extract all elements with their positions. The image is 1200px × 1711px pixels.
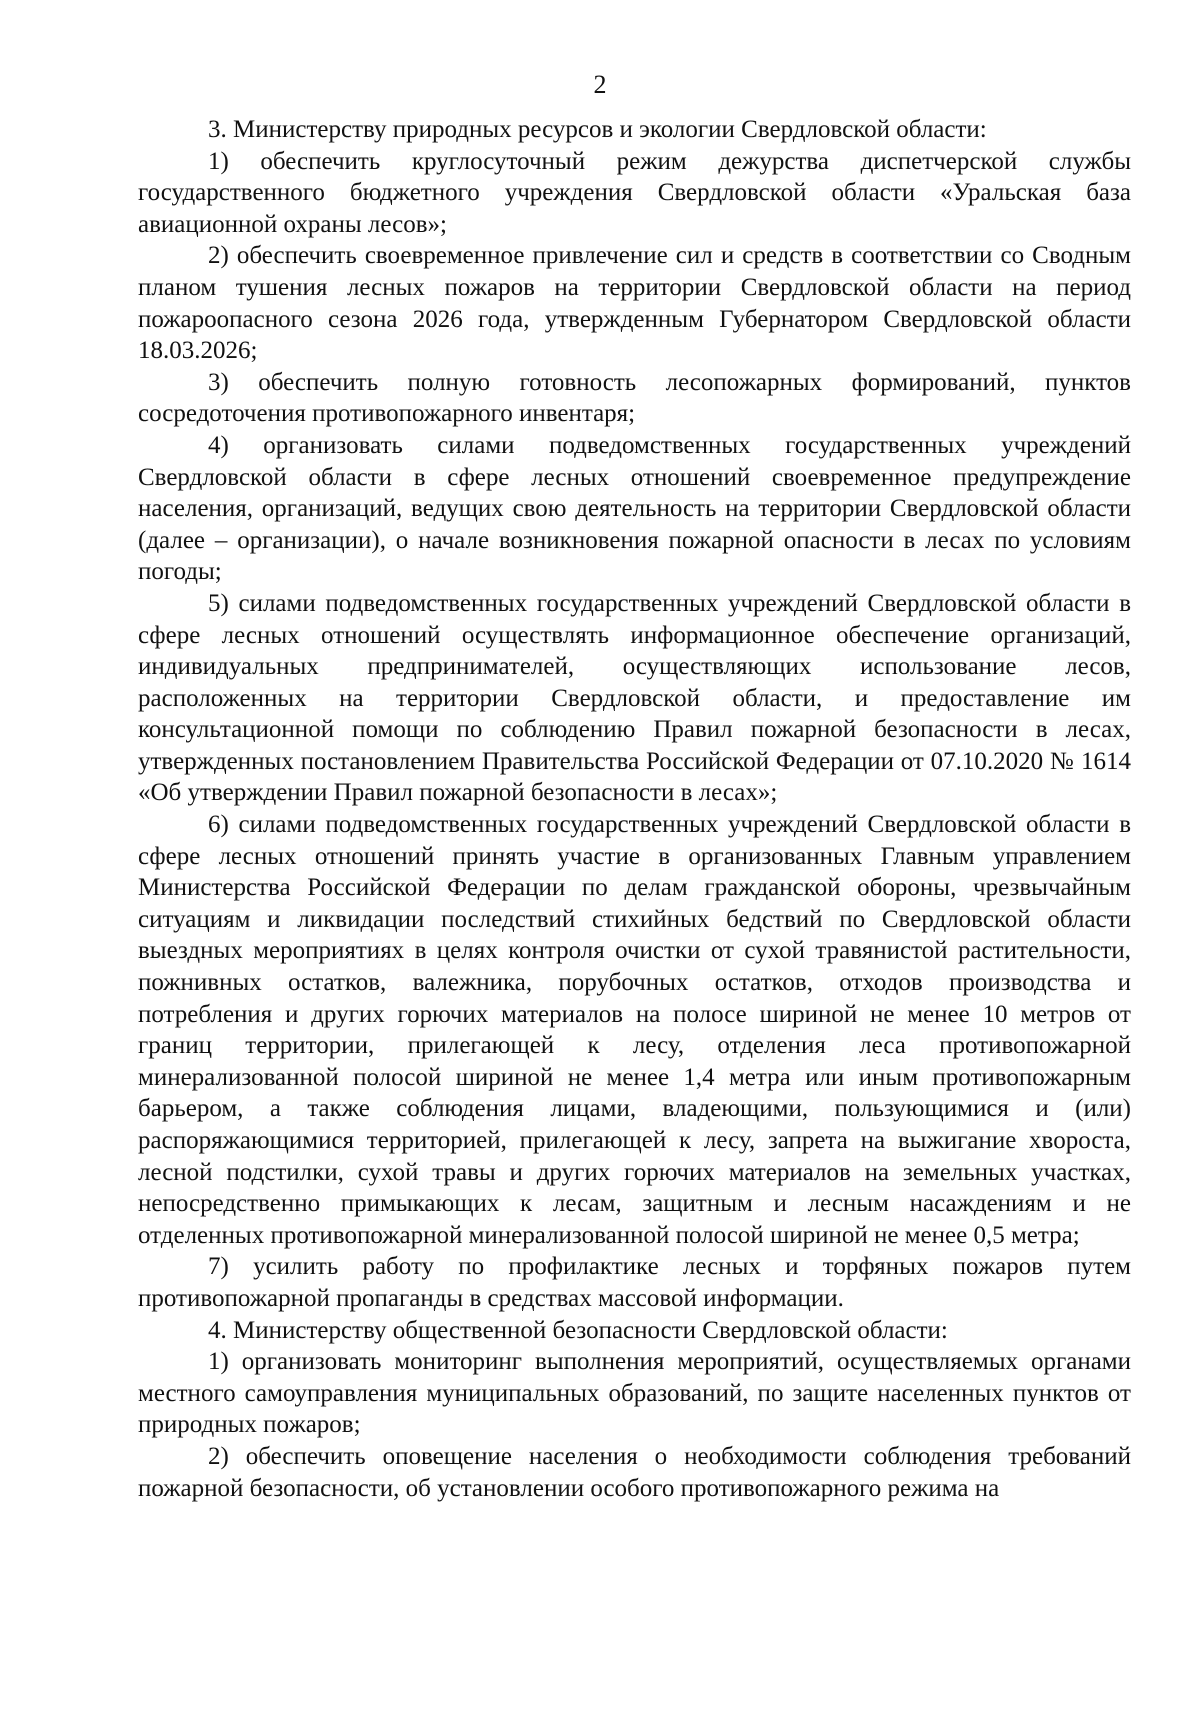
paragraph-item-4-2: 2) обеспечить оповещение населения о необходимости соблюдения требований пожарной безопасности, об установлении особого противопожарного режима на	[138, 1442, 1131, 1502]
paragraph-item-3-2: 2) обеспечить своевременное привлечение сил и средств в соответствии со Сводным планом тушения лесных пожаров на территории Свердловской области на период пожароопасного сезона 2026 года, утвержденным Губернатором Свердловской области 18.03.2026;	[138, 242, 1131, 365]
document-body	[138, 114, 1131, 1504]
paragraph-section-3: 3. Министерству природных ресурсов и экологии Свердловской области:	[208, 116, 987, 143]
paragraph-item-3-6: 6) силами подведомственных государственных учреждений Свердловской области в сфере лесных отношений принять участие в организованных Главным управлением Министерства Российской Федерации по делам гражданской обороны, чрезвычайным ситуациям и ликвидации последствий стихийных бедствий по Свердловской области выездных мероприятиях в целях контроля очистки от сухой травянистой растительности, пожнивных остатков, валежника, порубочных остатков, отходов производства и потребления и других горючих материалов на полосе шириной не менее 10 метров от границ территории, прилегающей к лесу, отделения леса противопожарной минерализованной полосой шириной не менее 1,4 метра или иным противопожарным барьером, а также соблюдения лицами, владеющими, пользующимися и (или) распоряжающимися территорией, прилегающей к лесу, запрета на выжигание хвороста, лесной подстилки, сухой травы и других горючих материалов на земельных участках, непосредственно примыкающих к лесам, защитным и лесным насаждениям и не отделенных противопожарной минерализованной полосой шириной не менее 0,5 метра;	[138, 811, 1131, 1249]
paragraph-item-3-1: 1) обеспечить круглосуточный режим дежурства диспетчерской службы государственного бюджетного учреждения Свердловской области «Уральская база авиационной охраны лесов»;	[138, 147, 1131, 238]
page-number: 2	[593, 70, 607, 99]
paragraph-item-3-3: 3) обеспечить полную готовность лесопожарных формирований, пунктов сосредоточения противопожарного инвентаря;	[138, 368, 1131, 428]
paragraph-item-4-1: 1) организовать мониторинг выполнения мероприятий, осуществляемых органами местного самоуправления муниципальных образований, по защите населенных пунктов от природных пожаров;	[138, 1348, 1131, 1439]
paragraph-item-3-7: 7) усилить работу по профилактике лесных и торфяных пожаров путем противопожарной пропаганды в средствах массовой информации.	[138, 1253, 1131, 1312]
paragraph-section-4: 4. Министерству общественной безопасности Свердловской области:	[208, 1316, 948, 1344]
paragraph-item-3-5: 5) силами подведомственных государственных учреждений Свердловской области в сфере лесных отношений осуществлять информационное обеспечение организаций, индивидуальных предпринимателей, осуществляющих использование лесов, расположенных на территории Свердловской области, и предоставление им консультационной помощи по соблюдению Правил пожарной безопасности в лесах, утвержденных постановлением Правительства Российской Федерации от 07.10.2020 № 1614 «Об утверждении Правил пожарной безопасности в лесах»;	[138, 589, 1131, 807]
paragraph-item-3-4: 4) организовать силами подведомственных государственных учреждений Свердловской области в сфере лесных отношений своевременное предупреждение населения, организаций, ведущих свою деятельность на территории Свердловской области (далее – организации), о начале возникновения пожарной опасности в лесах по условиям погоды;	[138, 431, 1131, 586]
